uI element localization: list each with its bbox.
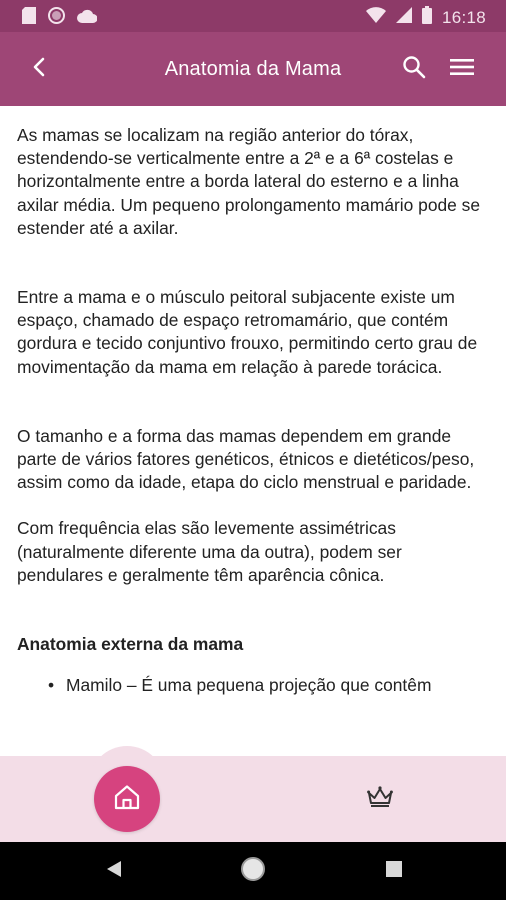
list-item [48, 674, 482, 697]
article-paragraph: Com frequência elas são levemente assimétricas (naturalmente diferente uma da outra), podem ser pendulares e geralmente têm aparência cônica. [17, 518, 402, 585]
back-triangle-icon [106, 860, 122, 883]
status-left-icons [22, 7, 97, 29]
premium-nav-button[interactable] [363, 783, 397, 813]
system-home-button[interactable] [238, 856, 268, 886]
article-paragraph: As mamas se localizam na região anterior do tórax, estendendo-se verticalmente entre a 2ª e a 6ª costelas e horizontalmente entre a borda lateral do esterno e a linha axilar média. Um pequeno prolongamento mamário pode se estender até a axilar. [17, 125, 481, 238]
back-button[interactable] [22, 52, 56, 86]
home-circle-icon [240, 856, 266, 887]
system-back-button[interactable] [99, 856, 129, 886]
menu-button[interactable] [445, 52, 479, 86]
signal-icon [396, 7, 412, 28]
list-item-text: Mamilo – É uma pequena projeção que contêm [66, 675, 432, 696]
home-nav-button[interactable] [94, 766, 160, 832]
crown-icon [366, 785, 394, 812]
bullet-dot-icon: • [48, 675, 55, 696]
section-title: Anatomia externa da mama [17, 634, 244, 655]
bullet-list [17, 674, 482, 697]
system-navigation-bar [0, 842, 506, 900]
circle-notification-icon [48, 7, 65, 29]
status-right-icons [366, 6, 486, 29]
app-bar [0, 32, 506, 106]
sd-card-icon [22, 7, 36, 29]
status-bar [0, 0, 506, 32]
hamburger-menu-icon [450, 58, 474, 81]
article-paragraph: Entre a mama e o músculo peitoral subjacente existe um espaço, chamado de espaço retromamário, que contém gordura e tecido conjuntivo frouxo, permitindo certo grau de movimentação da mama em relação à parede torácica. [17, 287, 478, 377]
search-icon [402, 55, 426, 84]
wifi-icon [366, 7, 386, 28]
home-icon [113, 784, 141, 815]
article-content[interactable] [0, 106, 506, 756]
battery-icon [422, 6, 432, 29]
recents-square-icon [385, 860, 403, 883]
status-time: 16:18 [441, 7, 486, 27]
article-paragraph: O tamanho e a forma das mamas dependem em grande parte de vários fatores genéticos, étnicos e dietéticos/peso, assim como da idade, etapa do ciclo menstrual e paridade. [17, 425, 475, 493]
cloud-icon [77, 9, 97, 28]
system-recents-button[interactable] [379, 856, 409, 886]
bottom-navigation [0, 756, 506, 842]
page-title: Anatomia da Mama [164, 58, 342, 80]
chevron-left-icon [32, 57, 46, 82]
search-button[interactable] [397, 52, 431, 86]
